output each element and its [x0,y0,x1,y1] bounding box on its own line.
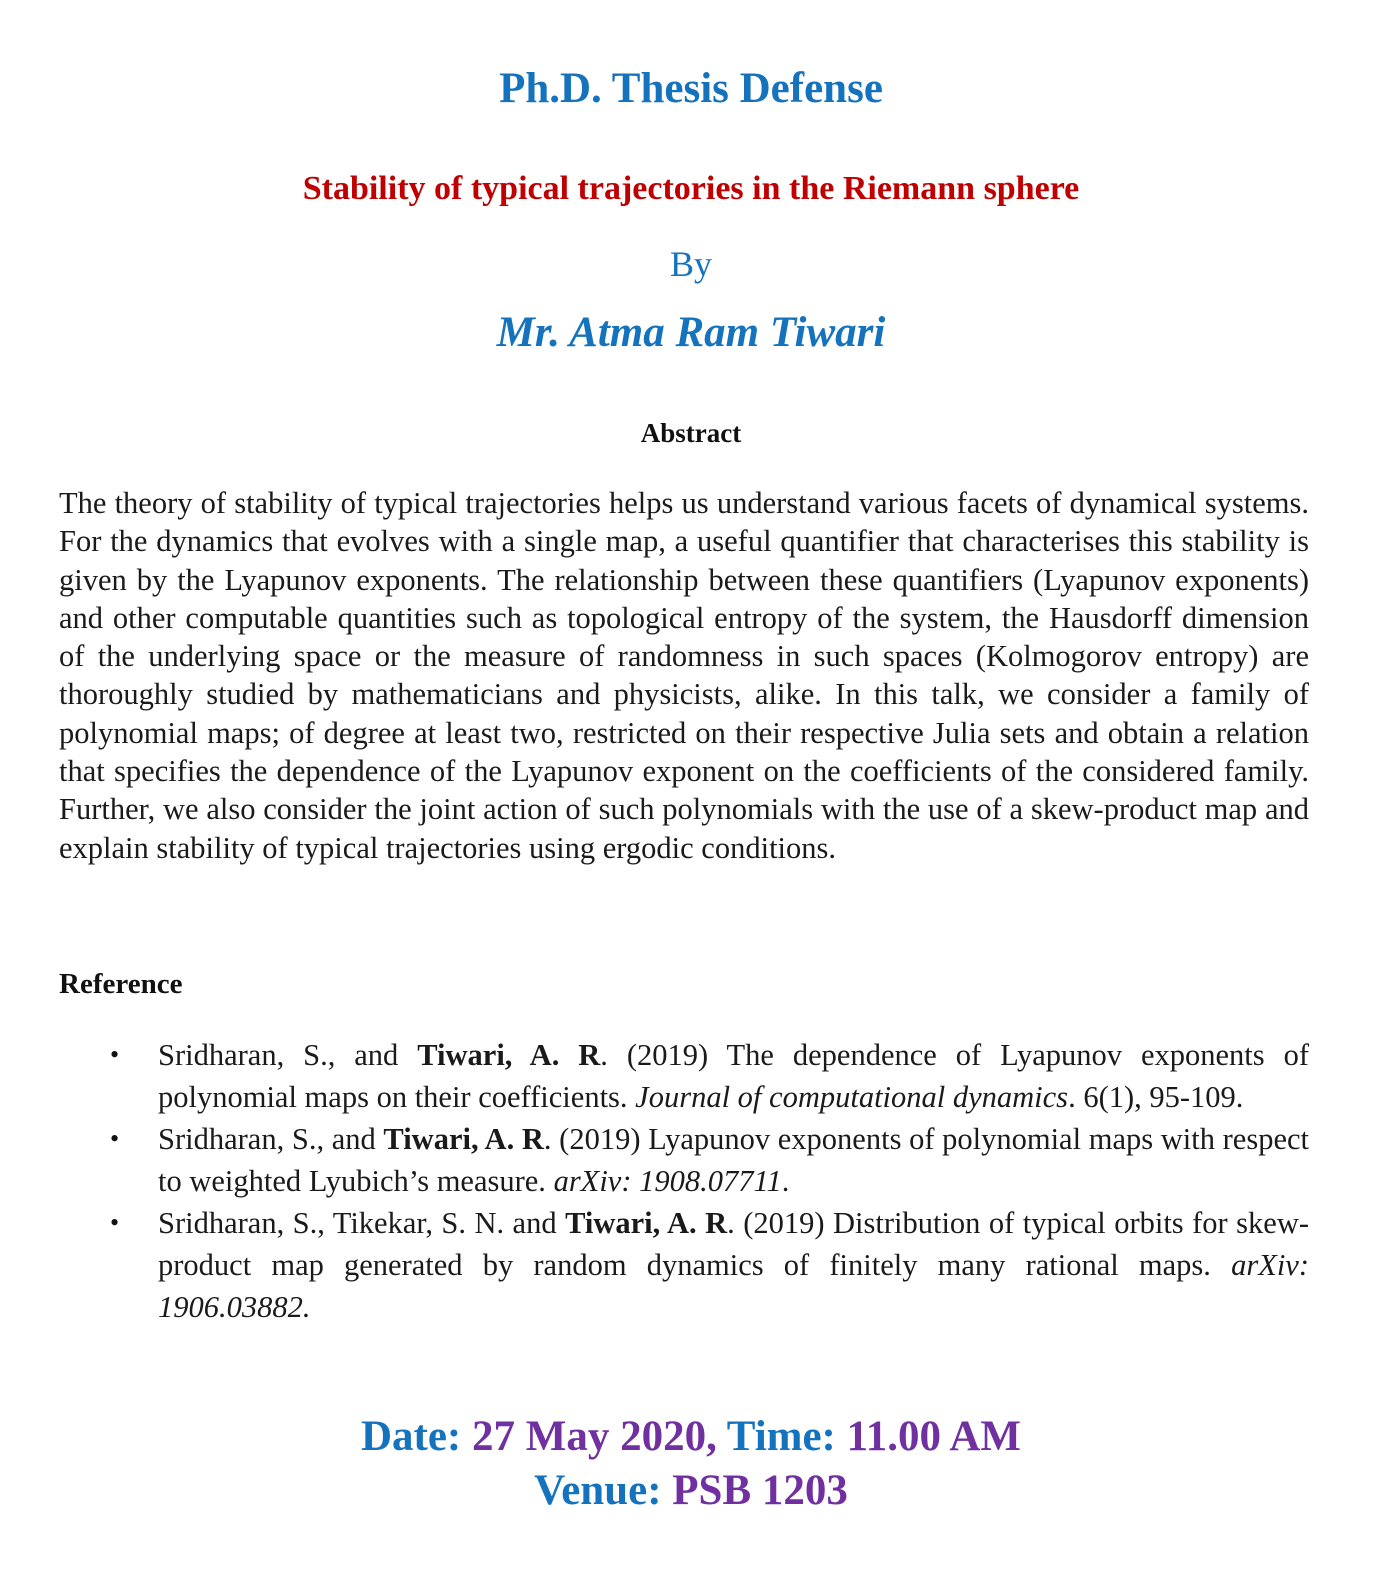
reference-authors: Sridharan, S., and [158,1038,418,1072]
reference-author-highlight: Tiwari, A. R [417,1038,601,1072]
reference-title: . (2019) The dependence of Lyapunov exponents of polynomial maps on their coefficients. [158,1038,1309,1114]
bullet-icon: • [110,1208,120,1237]
reference-item [110,1202,1309,1328]
reference-title: . (2019) Lyapunov exponents of polynomial maps with respect to weighted Lyubich’s measure. [158,1122,1309,1198]
reference-authors: Sridharan, S., and [158,1122,384,1156]
reference-author-highlight: Tiwari, A. R [383,1122,544,1156]
abstract-heading: Abstract [640,418,742,448]
venue-label: Venue: [534,1467,673,1514]
time-label: Time: [726,1413,847,1460]
reference-title: . (2019) Distribution of typical orbits for skew-product map generated by random dynamics of finitely many rational maps. [158,1206,1309,1282]
thesis-title: Stability of typical trajectories in the Riemann sphere [302,170,1080,207]
reference-heading: Reference [59,968,183,1000]
venue-line [0,1466,1382,1515]
date-label: Date: [360,1413,472,1460]
reference-item [110,1034,1309,1118]
bullet-icon: • [110,1124,120,1153]
reference-venue: arXiv: 1906.03882. [158,1248,1309,1324]
abstract-body: The theory of stability of typical trajectories helps us understand various facets of dynamical systems. For the dynamics that evolves with a single map, a useful quantifier that characterises this stability is given by the Lyapunov exponents. The relationship between these quantifiers (Lyapunov exponents) and other computable quantities such as topological entropy of the system, the Hausdorff dimension of the underlying space or the measure of randomness in such spaces (Kolmogorov entropy) are thoroughly studied by mathematicians and physicists, alike. In this talk, we consider a family of polynomial maps; of degree at least two, restricted on their respective Julia sets and obtain a relation that specifies the dependence of the Lyapunov exponent on the coefficients of the considered family. Further, we also consider the joint action of such polynomials with the use of a skew-product map and explain stability of typical trajectories using ergodic conditions. [59,486,1309,865]
page-title: Ph.D. Thesis Defense [499,65,883,112]
bullet-icon: • [110,1040,120,1069]
date-value: 27 May 2020, [471,1413,727,1460]
reference-authors: Sridharan, S., Tikekar, S. N. and [158,1206,566,1240]
reference-tail: . [781,1164,790,1198]
reference-item [110,1118,1309,1202]
reference-tail: . 6(1), 95-109. [1068,1080,1244,1114]
by-label: By [669,244,712,284]
time-value: 11.00 AM [846,1413,1022,1460]
reference-venue: arXiv: 1908.07711 [553,1164,782,1198]
venue-value: PSB 1203 [672,1467,848,1514]
reference-author-highlight: Tiwari, A. R [565,1206,728,1240]
reference-venue: Journal of computational dynamics [635,1080,1069,1114]
reference-list [110,1034,1309,1328]
presenter-name: Mr. Atma Ram Tiwari [496,309,886,356]
date-time-line [0,1412,1382,1461]
